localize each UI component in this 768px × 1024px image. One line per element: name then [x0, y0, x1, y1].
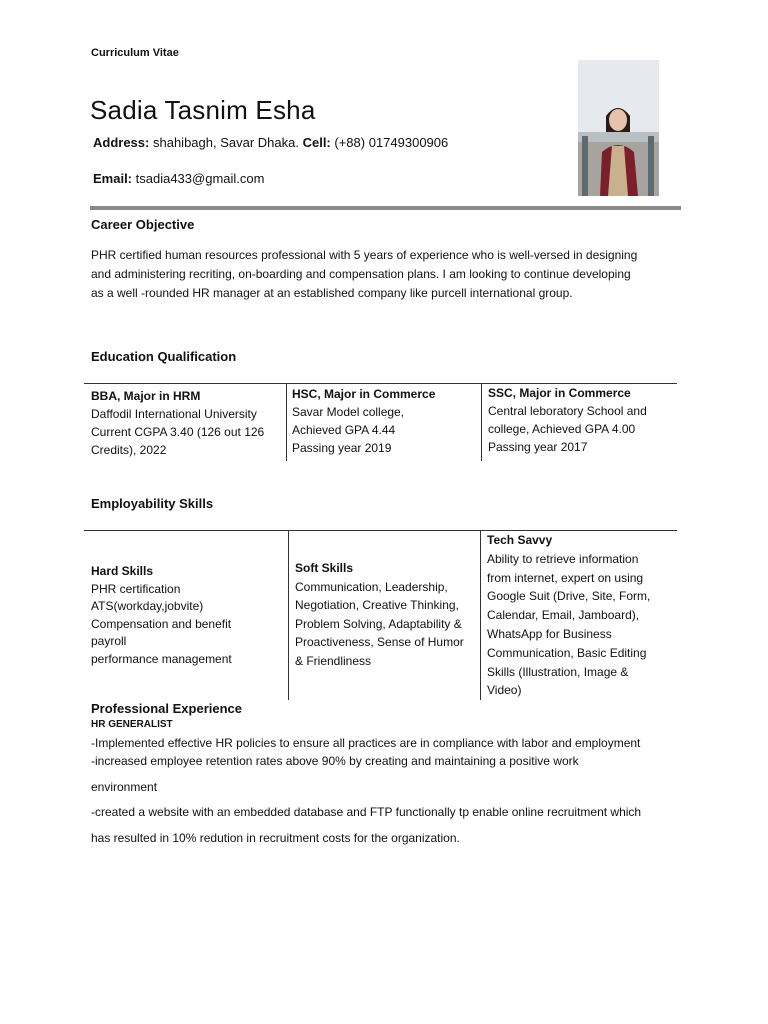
education-title: BBA, Major in HRM: [91, 389, 201, 403]
career-objective-heading: Career Objective: [91, 217, 195, 232]
address-label: Address:: [93, 135, 150, 150]
skills-line: Calendar, Email, Jamboard),: [487, 608, 640, 623]
email-label: Email:: [93, 171, 133, 186]
cell-label: Cell:: [302, 135, 331, 150]
education-hsc: [292, 385, 477, 457]
skills-line: performance management: [91, 651, 232, 666]
skills-table-divider: [480, 530, 481, 700]
skills-hard: [91, 563, 283, 668]
email-value: tsadia433@gmail.com: [135, 171, 265, 186]
candidate-name: Sadia Tasnim Esha: [90, 95, 316, 125]
education-line: Central leboratory School and: [488, 404, 647, 418]
experience-line: -created a website with an embedded database and FTP functionally tp enable online recruitment which: [91, 805, 642, 819]
skills-title: Hard Skills: [91, 564, 154, 578]
skills-line: Negotiation, Creative Thinking,: [295, 598, 459, 613]
education-bba: [91, 387, 281, 459]
education-line: Credits), 2022: [91, 443, 167, 457]
experience-heading: Professional Experience: [91, 701, 243, 716]
cell-value: (+88) 01749300906: [334, 135, 449, 150]
profile-photo: [578, 60, 659, 196]
education-line: Achieved GPA 4.44: [292, 423, 396, 437]
career-line: and administering recriting, on-boarding and compensation plans. I am looking to continue developing: [91, 267, 631, 281]
skills-heading: Employability Skills: [91, 496, 214, 511]
skills-table-divider: [288, 530, 289, 700]
career-line: as a well -rounded HR manager at an established company like purcell international group.: [91, 286, 573, 300]
education-heading: Education Qualification: [91, 349, 237, 364]
experience-role: HR GENERALIST: [91, 719, 173, 730]
skills-line: Problem Solving, Adaptability &: [295, 616, 462, 631]
experience-line: environment: [91, 780, 158, 794]
skills-line: Skills (Illustration, Image &: [487, 664, 629, 679]
skills-line: PHR certification: [91, 581, 181, 596]
education-table-divider: [481, 383, 482, 461]
skills-title: Tech Savvy: [487, 533, 553, 547]
education-line: Savar Model college,: [292, 405, 405, 419]
experience-line: -increased employee retention rates above 90% by creating and maintaining a positive work: [91, 754, 579, 768]
education-line: Daffodil International University: [91, 407, 257, 421]
education-line: college, Achieved GPA 4.00: [488, 422, 636, 436]
address-line: [93, 135, 448, 150]
skills-line: Video): [487, 683, 522, 698]
education-line: Passing year 2017: [488, 440, 588, 454]
skills-line: Communication, Leadership,: [295, 579, 448, 594]
skills-title: Soft Skills: [295, 561, 354, 575]
skills-soft: [295, 559, 477, 671]
skills-line: from internet, expert on using: [487, 570, 644, 585]
education-title: SSC, Major in Commerce: [488, 386, 631, 400]
skills-line: payroll: [91, 634, 127, 648]
education-table-divider: [286, 383, 287, 461]
education-ssc: [488, 384, 678, 456]
education-title: HSC, Major in Commerce: [292, 387, 436, 401]
education-line: Current CGPA 3.40 (126 out 126: [91, 425, 265, 439]
skills-line: ATS(workday,jobvite): [91, 599, 204, 613]
skills-line: WhatsApp for Business: [487, 626, 612, 641]
skills-tech: [487, 531, 677, 700]
career-line: PHR certified human resources professional with 5 years of experience who is well-versed in designing: [91, 248, 638, 262]
skills-line: Google Suit (Drive, Site, Form,: [487, 589, 651, 604]
experience-line: has resulted in 10% redution in recruitment costs for the organization.: [91, 831, 460, 845]
email-line: [93, 171, 264, 186]
header-divider: [90, 206, 681, 210]
skills-line: & Friendliness: [295, 653, 372, 668]
skills-line: Communication, Basic Editing: [487, 645, 647, 660]
experience-line: -Implemented effective HR policies to ensure all practices are in compliance with labor and employment: [91, 736, 641, 750]
cv-label: Curriculum Vitae: [91, 47, 179, 59]
career-objective-text: [91, 246, 679, 303]
address-value: shahibagh, Savar Dhaka.: [152, 135, 299, 150]
skills-line: Compensation and benefit: [91, 616, 232, 631]
education-line: Passing year 2019: [292, 441, 392, 455]
skills-line: Proactiveness, Sense of Humor: [295, 635, 464, 650]
skills-line: Ability to retrieve information: [487, 551, 639, 566]
